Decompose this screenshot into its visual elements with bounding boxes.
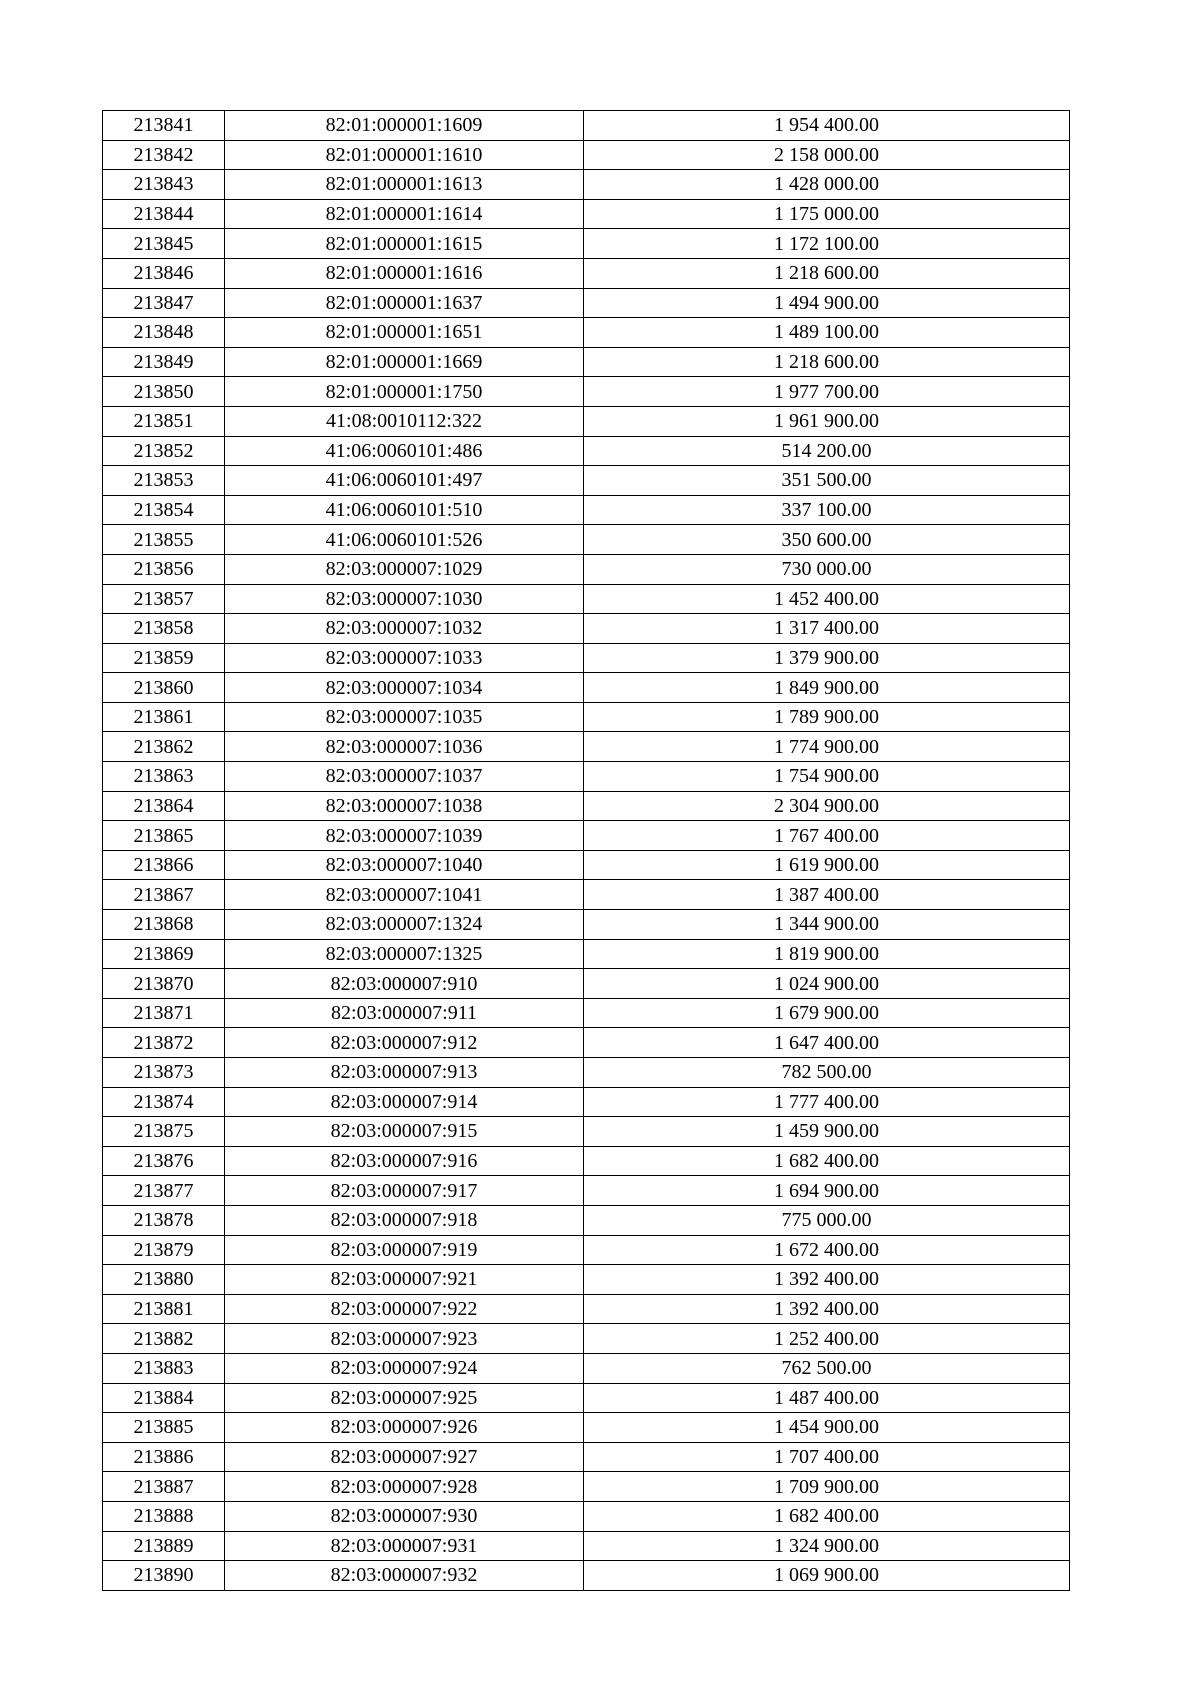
- cadastral-number-cell: 82:03:000007:1324: [225, 910, 584, 940]
- row-number-cell: 213878: [103, 1205, 225, 1235]
- value-cell: 1 819 900.00: [584, 939, 1070, 969]
- row-number-cell: 213849: [103, 347, 225, 377]
- table-body: [103, 111, 1070, 1591]
- value-cell: 1 777 400.00: [584, 1087, 1070, 1117]
- row-number-cell: 213862: [103, 732, 225, 762]
- cadastral-number-cell: 82:03:000007:917: [225, 1176, 584, 1206]
- value-cell: 1 392 400.00: [584, 1294, 1070, 1324]
- table-row: [103, 111, 1070, 141]
- cadastral-number-cell: 82:01:000001:1614: [225, 199, 584, 229]
- row-number-cell: 213888: [103, 1501, 225, 1531]
- table-row: [103, 732, 1070, 762]
- row-number-cell: 213846: [103, 258, 225, 288]
- table-row: [103, 998, 1070, 1028]
- cadastral-number-cell: 82:03:000007:921: [225, 1265, 584, 1295]
- table-row: [103, 1472, 1070, 1502]
- row-number-cell: 213850: [103, 377, 225, 407]
- row-number-cell: 213851: [103, 406, 225, 436]
- row-number-cell: 213869: [103, 939, 225, 969]
- value-cell: 350 600.00: [584, 525, 1070, 555]
- row-number-cell: 213884: [103, 1383, 225, 1413]
- table-row: [103, 762, 1070, 792]
- value-cell: 1 379 900.00: [584, 643, 1070, 673]
- cadastral-number-cell: 82:03:000007:932: [225, 1561, 584, 1591]
- cadastral-number-cell: 82:03:000007:916: [225, 1146, 584, 1176]
- row-number-cell: 213873: [103, 1058, 225, 1088]
- row-number-cell: 213865: [103, 821, 225, 851]
- cadastral-number-cell: 82:03:000007:919: [225, 1235, 584, 1265]
- table-row: [103, 1176, 1070, 1206]
- row-number-cell: 213841: [103, 111, 225, 141]
- value-cell: 1 218 600.00: [584, 258, 1070, 288]
- cadastral-number-cell: 82:01:000001:1669: [225, 347, 584, 377]
- cadastral-number-cell: 41:06:0060101:497: [225, 466, 584, 496]
- value-cell: 730 000.00: [584, 554, 1070, 584]
- row-number-cell: 213847: [103, 288, 225, 318]
- row-number-cell: 213875: [103, 1117, 225, 1147]
- row-number-cell: 213870: [103, 969, 225, 999]
- table-row: [103, 1324, 1070, 1354]
- row-number-cell: 213866: [103, 850, 225, 880]
- row-number-cell: 213871: [103, 998, 225, 1028]
- row-number-cell: 213886: [103, 1442, 225, 1472]
- cadastral-number-cell: 82:03:000007:1030: [225, 584, 584, 614]
- table-row: [103, 406, 1070, 436]
- row-number-cell: 213859: [103, 643, 225, 673]
- row-number-cell: 213856: [103, 554, 225, 584]
- value-cell: 1 789 900.00: [584, 702, 1070, 732]
- value-cell: 351 500.00: [584, 466, 1070, 496]
- row-number-cell: 213855: [103, 525, 225, 555]
- cadastral-number-cell: 82:03:000007:1039: [225, 821, 584, 851]
- table-row: [103, 821, 1070, 851]
- row-number-cell: 213876: [103, 1146, 225, 1176]
- table-row: [103, 140, 1070, 170]
- value-cell: 1 694 900.00: [584, 1176, 1070, 1206]
- table-row: [103, 1028, 1070, 1058]
- cadastral-number-cell: 82:01:000001:1616: [225, 258, 584, 288]
- value-cell: 1 682 400.00: [584, 1501, 1070, 1531]
- value-cell: 2 158 000.00: [584, 140, 1070, 170]
- table-row: [103, 1561, 1070, 1591]
- row-number-cell: 213864: [103, 791, 225, 821]
- value-cell: 1 024 900.00: [584, 969, 1070, 999]
- value-cell: 1 489 100.00: [584, 318, 1070, 348]
- value-cell: 1 459 900.00: [584, 1117, 1070, 1147]
- table-row: [103, 1146, 1070, 1176]
- value-cell: 1 682 400.00: [584, 1146, 1070, 1176]
- row-number-cell: 213889: [103, 1531, 225, 1561]
- cadastral-number-cell: 82:03:000007:1325: [225, 939, 584, 969]
- value-cell: 782 500.00: [584, 1058, 1070, 1088]
- cadastral-number-cell: 82:03:000007:926: [225, 1413, 584, 1443]
- cadastral-number-cell: 82:03:000007:1036: [225, 732, 584, 762]
- row-number-cell: 213858: [103, 614, 225, 644]
- value-cell: 1 392 400.00: [584, 1265, 1070, 1295]
- table-row: [103, 495, 1070, 525]
- table-row: [103, 377, 1070, 407]
- row-number-cell: 213857: [103, 584, 225, 614]
- value-cell: 1 707 400.00: [584, 1442, 1070, 1472]
- table-row: [103, 347, 1070, 377]
- row-number-cell: 213860: [103, 673, 225, 703]
- value-cell: 1 679 900.00: [584, 998, 1070, 1028]
- cadastral-number-cell: 82:03:000007:914: [225, 1087, 584, 1117]
- table-row: [103, 288, 1070, 318]
- cadastral-number-cell: 82:03:000007:925: [225, 1383, 584, 1413]
- value-cell: 1 428 000.00: [584, 170, 1070, 200]
- value-cell: 1 754 900.00: [584, 762, 1070, 792]
- cadastral-number-cell: 41:06:0060101:510: [225, 495, 584, 525]
- cadastral-number-cell: 82:01:000001:1750: [225, 377, 584, 407]
- value-cell: 1 454 900.00: [584, 1413, 1070, 1443]
- table-row: [103, 199, 1070, 229]
- cadastral-number-cell: 82:01:000001:1615: [225, 229, 584, 259]
- table-row: [103, 643, 1070, 673]
- value-cell: 1 849 900.00: [584, 673, 1070, 703]
- value-cell: 762 500.00: [584, 1353, 1070, 1383]
- table-row: [103, 170, 1070, 200]
- row-number-cell: 213883: [103, 1353, 225, 1383]
- cadastral-number-cell: 82:03:000007:1040: [225, 850, 584, 880]
- table-row: [103, 554, 1070, 584]
- row-number-cell: 213881: [103, 1294, 225, 1324]
- cadastral-number-cell: 82:03:000007:911: [225, 998, 584, 1028]
- value-cell: 1 324 900.00: [584, 1531, 1070, 1561]
- value-cell: 1 218 600.00: [584, 347, 1070, 377]
- value-cell: 514 200.00: [584, 436, 1070, 466]
- table-row: [103, 584, 1070, 614]
- cadastral-number-cell: 82:03:000007:1033: [225, 643, 584, 673]
- row-number-cell: 213890: [103, 1561, 225, 1591]
- row-number-cell: 213845: [103, 229, 225, 259]
- table-row: [103, 1413, 1070, 1443]
- value-cell: 775 000.00: [584, 1205, 1070, 1235]
- row-number-cell: 213885: [103, 1413, 225, 1443]
- cadastral-number-cell: 82:03:000007:918: [225, 1205, 584, 1235]
- row-number-cell: 213848: [103, 318, 225, 348]
- table-row: [103, 1531, 1070, 1561]
- table-row: [103, 1265, 1070, 1295]
- table-row: [103, 1501, 1070, 1531]
- table-row: [103, 969, 1070, 999]
- row-number-cell: 213863: [103, 762, 225, 792]
- value-cell: 1 709 900.00: [584, 1472, 1070, 1502]
- cadastral-number-cell: 82:03:000007:922: [225, 1294, 584, 1324]
- row-number-cell: 213880: [103, 1265, 225, 1295]
- cadastral-number-cell: 82:01:000001:1637: [225, 288, 584, 318]
- table-row: [103, 702, 1070, 732]
- table-row: [103, 258, 1070, 288]
- cadastral-number-cell: 82:01:000001:1651: [225, 318, 584, 348]
- table-row: [103, 880, 1070, 910]
- table-row: [103, 1442, 1070, 1472]
- table-row: [103, 939, 1070, 969]
- table-row: [103, 614, 1070, 644]
- cadastral-number-cell: 82:03:000007:1037: [225, 762, 584, 792]
- value-cell: 1 487 400.00: [584, 1383, 1070, 1413]
- cadastral-number-cell: 82:03:000007:1034: [225, 673, 584, 703]
- cadastral-number-cell: 82:03:000007:931: [225, 1531, 584, 1561]
- value-cell: 1 977 700.00: [584, 377, 1070, 407]
- cadastral-number-cell: 82:03:000007:928: [225, 1472, 584, 1502]
- value-cell: 1 494 900.00: [584, 288, 1070, 318]
- value-cell: 1 672 400.00: [584, 1235, 1070, 1265]
- row-number-cell: 213882: [103, 1324, 225, 1354]
- row-number-cell: 213874: [103, 1087, 225, 1117]
- row-number-cell: 213853: [103, 466, 225, 496]
- value-cell: 1 961 900.00: [584, 406, 1070, 436]
- table-row: [103, 318, 1070, 348]
- cadastral-number-cell: 82:03:000007:923: [225, 1324, 584, 1354]
- cadastral-number-cell: 82:03:000007:927: [225, 1442, 584, 1472]
- row-number-cell: 213887: [103, 1472, 225, 1502]
- value-cell: 1 619 900.00: [584, 850, 1070, 880]
- cadastral-number-cell: 82:03:000007:1041: [225, 880, 584, 910]
- value-cell: 1 317 400.00: [584, 614, 1070, 644]
- row-number-cell: 213861: [103, 702, 225, 732]
- cadastral-number-cell: 41:06:0060101:486: [225, 436, 584, 466]
- table-row: [103, 673, 1070, 703]
- value-cell: 1 954 400.00: [584, 111, 1070, 141]
- row-number-cell: 213844: [103, 199, 225, 229]
- table-row: [103, 436, 1070, 466]
- row-number-cell: 213854: [103, 495, 225, 525]
- table-row: [103, 1383, 1070, 1413]
- value-cell: 1 344 900.00: [584, 910, 1070, 940]
- table-row: [103, 1235, 1070, 1265]
- value-cell: 1 069 900.00: [584, 1561, 1070, 1591]
- cadastral-number-cell: 82:03:000007:1035: [225, 702, 584, 732]
- row-number-cell: 213872: [103, 1028, 225, 1058]
- cadastral-number-cell: 82:03:000007:930: [225, 1501, 584, 1531]
- table-row: [103, 525, 1070, 555]
- cadastral-number-cell: 82:01:000001:1609: [225, 111, 584, 141]
- table-row: [103, 791, 1070, 821]
- row-number-cell: 213843: [103, 170, 225, 200]
- table-row: [103, 466, 1070, 496]
- table-row: [103, 229, 1070, 259]
- table-row: [103, 1117, 1070, 1147]
- value-cell: 1 387 400.00: [584, 880, 1070, 910]
- cadastral-number-cell: 82:01:000001:1610: [225, 140, 584, 170]
- row-number-cell: 213877: [103, 1176, 225, 1206]
- cadastral-number-cell: 82:03:000007:915: [225, 1117, 584, 1147]
- cadastral-number-cell: 41:08:0010112:322: [225, 406, 584, 436]
- cadastral-number-cell: 82:03:000007:910: [225, 969, 584, 999]
- row-number-cell: 213852: [103, 436, 225, 466]
- value-cell: 337 100.00: [584, 495, 1070, 525]
- value-cell: 2 304 900.00: [584, 791, 1070, 821]
- row-number-cell: 213868: [103, 910, 225, 940]
- cadastral-number-cell: 82:03:000007:1038: [225, 791, 584, 821]
- row-number-cell: 213842: [103, 140, 225, 170]
- cadastral-number-cell: 82:03:000007:1032: [225, 614, 584, 644]
- value-cell: 1 175 000.00: [584, 199, 1070, 229]
- cadastral-number-cell: 82:03:000007:924: [225, 1353, 584, 1383]
- cadastral-number-cell: 82:03:000007:912: [225, 1028, 584, 1058]
- table-row: [103, 910, 1070, 940]
- value-cell: 1 774 900.00: [584, 732, 1070, 762]
- row-number-cell: 213867: [103, 880, 225, 910]
- table-row: [103, 1294, 1070, 1324]
- valuation-table: [102, 110, 1070, 1591]
- value-cell: 1 252 400.00: [584, 1324, 1070, 1354]
- table-row: [103, 850, 1070, 880]
- cadastral-number-cell: 82:03:000007:1029: [225, 554, 584, 584]
- table-row: [103, 1058, 1070, 1088]
- cadastral-number-cell: 82:03:000007:913: [225, 1058, 584, 1088]
- table-row: [103, 1205, 1070, 1235]
- value-cell: 1 452 400.00: [584, 584, 1070, 614]
- value-cell: 1 172 100.00: [584, 229, 1070, 259]
- cadastral-number-cell: 82:01:000001:1613: [225, 170, 584, 200]
- row-number-cell: 213879: [103, 1235, 225, 1265]
- value-cell: 1 647 400.00: [584, 1028, 1070, 1058]
- value-cell: 1 767 400.00: [584, 821, 1070, 851]
- table-row: [103, 1087, 1070, 1117]
- table-row: [103, 1353, 1070, 1383]
- cadastral-number-cell: 41:06:0060101:526: [225, 525, 584, 555]
